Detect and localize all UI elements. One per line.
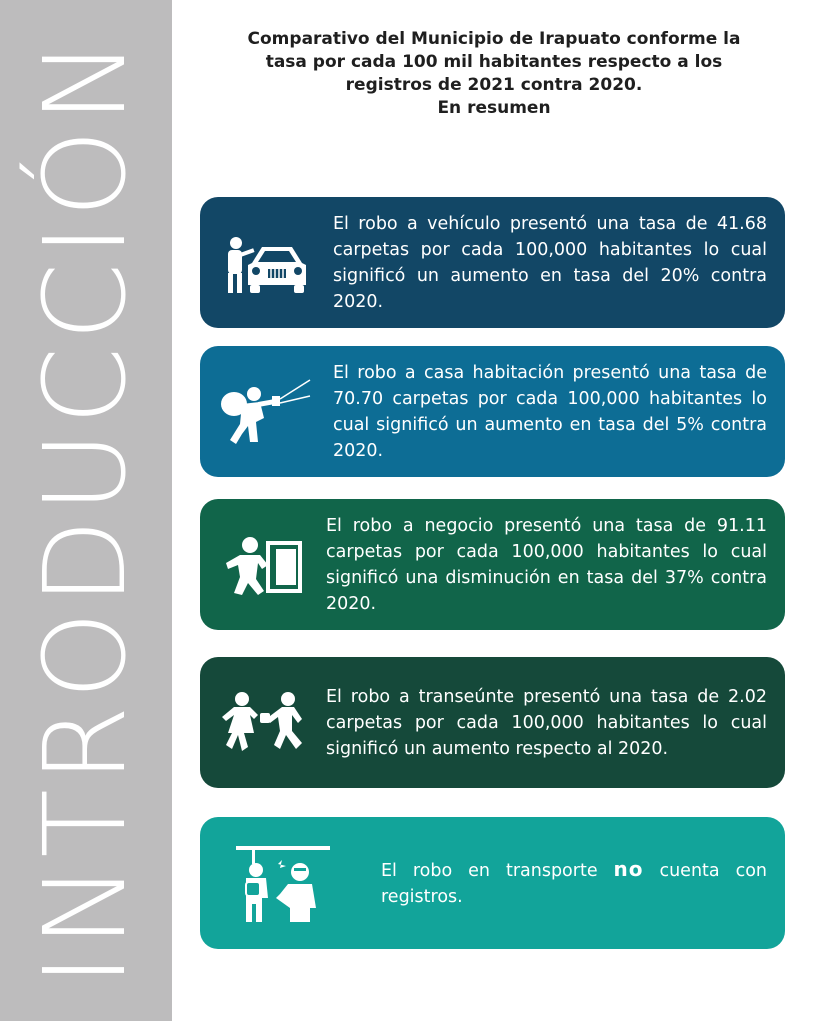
card-transport-text-bold: no [613, 857, 644, 881]
page-title [222, 28, 766, 120]
card-transport-text-before: El robo en transporte [381, 861, 614, 881]
card-vehicle-text: El robo a vehículo presentó una tasa de 41.68 carpetas por cada 100,000 habitantes lo cual significó un aumento en tasa del 20% contra 2020. [333, 213, 767, 312]
card-pedestrian-text: El robo a transeúnte presentó una tasa de 2.02 carpetas por cada 100,000 habitantes lo cual significó un aumento respecto al 2020. [326, 686, 767, 759]
title-line-2: tasa por cada 100 mil habitantes respecto a los [265, 52, 723, 72]
card-house-text: El robo a casa habitación presentó una tasa de 70.70 carpetas por cada 100,000 habitantes lo cual significó un aumento en tasa del 5% contra 2020. [333, 362, 767, 461]
card-transport-text-after: cuenta con registros. [381, 861, 767, 907]
card-transport-text [381, 856, 767, 910]
transport-thief-icon [228, 838, 338, 928]
sidebar [0, 0, 172, 1021]
card-business-text: El robo a negocio presentó una tasa de 91.11 carpetas por cada 100,000 habitantes lo cual significó una disminución en tasa del 37% contra 2020. [326, 515, 767, 614]
car-thief-icon [214, 223, 314, 303]
card-pedestrian-robbery [200, 657, 785, 788]
card-vehicle-robbery [200, 197, 785, 328]
card-house-robbery [200, 346, 785, 477]
pedestrian-thief-icon [214, 683, 314, 763]
card-business-robbery [200, 499, 785, 630]
sidebar-title: INTRODUCCIÓN [21, 33, 151, 987]
card-transport-robbery [200, 817, 785, 949]
title-line-1: Comparativo del Municipio de Irapuato conforme la [247, 29, 741, 49]
business-thief-icon [214, 525, 314, 605]
title-line-3: registros de 2021 contra 2020. [345, 75, 643, 95]
title-line-4: En resumen [437, 98, 551, 118]
burglar-icon [214, 372, 314, 452]
